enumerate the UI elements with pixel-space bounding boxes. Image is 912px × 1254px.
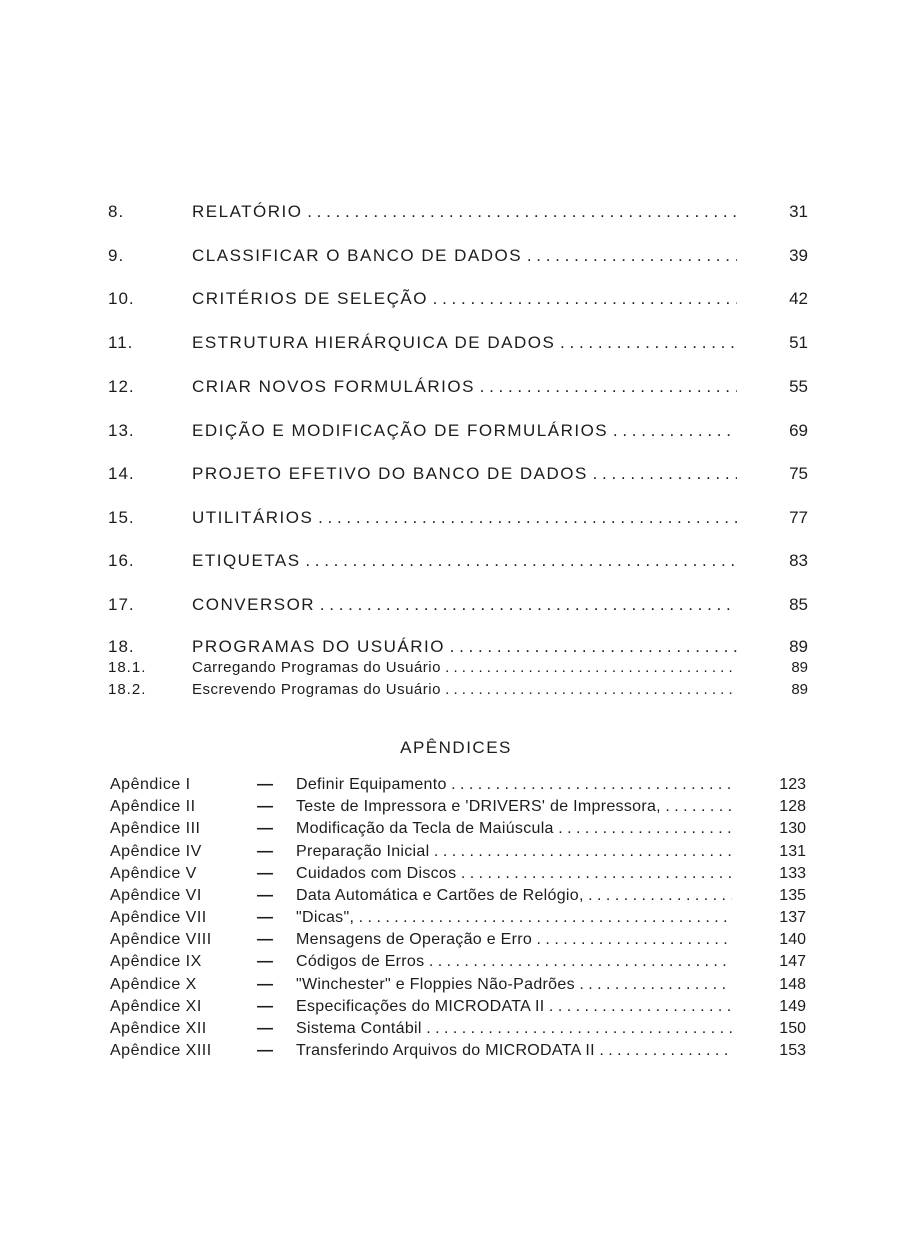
appendix-page: 130 xyxy=(779,820,806,837)
appendix-row xyxy=(0,887,912,909)
appendix-dash: — xyxy=(257,1020,273,1037)
appendix-page: 147 xyxy=(779,953,806,970)
appendix-page: 137 xyxy=(779,909,806,926)
chapter-page: 51 xyxy=(789,333,808,352)
chapter-title: CONVERSOR . . . xyxy=(192,595,737,615)
chapter-number: 13. xyxy=(108,421,135,440)
appendix-label: Apêndice VI xyxy=(110,887,202,904)
appendix-label: Apêndice IX xyxy=(110,953,202,970)
appendix-page: 150 xyxy=(779,1020,806,1037)
chapter-title: PROJETO EFETIVO DO BANCO DE DADOS . . . xyxy=(192,464,737,484)
chapter-title: RELATÓRIO . . . xyxy=(192,202,737,222)
appendix-label: Apêndice VII xyxy=(110,909,207,926)
appendix-dash: — xyxy=(257,909,273,926)
appendix-dash: — xyxy=(257,865,273,882)
appendix-page: 128 xyxy=(779,798,806,815)
appendix-label: Apêndice V xyxy=(110,865,197,882)
appendix-dash: — xyxy=(257,976,273,993)
chapter-page: 89 xyxy=(789,637,808,656)
appendix-title: "Winchester" e Floppies Não-Padrões . . . xyxy=(296,976,732,994)
chapter-page: 75 xyxy=(789,464,808,483)
toc-row xyxy=(0,289,912,319)
appendix-page: 153 xyxy=(779,1042,806,1059)
toc-row xyxy=(0,681,912,711)
chapter-title: Carregando Programas do Usuário . . . xyxy=(192,659,737,676)
chapter-title: Escrevendo Programas do Usuário . . . xyxy=(192,681,737,698)
appendix-row xyxy=(0,776,912,798)
appendix-title: Definir Equipamento . . . xyxy=(296,776,732,794)
appendix-row xyxy=(0,909,912,931)
appendix-label: Apêndice XI xyxy=(110,998,202,1015)
chapter-page: 39 xyxy=(789,246,808,265)
chapter-page: 69 xyxy=(789,421,808,440)
appendix-row xyxy=(0,976,912,998)
toc-row xyxy=(0,551,912,581)
appendix-title: Teste de Impressora e 'DRIVERS' de Impressora, . . . xyxy=(296,798,732,816)
appendix-title: Preparação Inicial . . . xyxy=(296,843,732,861)
toc-row xyxy=(0,246,912,276)
chapter-number: 18.2. xyxy=(108,681,147,698)
appendix-title: Mensagens de Operação e Erro . . . xyxy=(296,931,732,949)
appendix-title: Transferindo Arquivos do MICRODATA II . . . xyxy=(296,1042,732,1060)
chapter-page: 31 xyxy=(789,202,808,221)
appendix-title: Data Automática e Cartões de Relógio, . . . xyxy=(296,887,732,905)
chapter-number: 10. xyxy=(108,289,135,308)
chapter-title: EDIÇÃO E MODIFICAÇÃO DE FORMULÁRIOS . . . xyxy=(192,421,737,441)
appendix-title: Códigos de Erros . . . xyxy=(296,953,732,971)
appendix-row xyxy=(0,843,912,865)
appendix-label: Apêndice III xyxy=(110,820,201,837)
appendix-page: 135 xyxy=(779,887,806,904)
appendix-row xyxy=(0,820,912,842)
toc-row xyxy=(0,202,912,232)
appendix-label: Apêndice IV xyxy=(110,843,202,860)
toc-row xyxy=(0,508,912,538)
appendix-row xyxy=(0,865,912,887)
appendix-title: Sistema Contábil . . . xyxy=(296,1020,732,1038)
appendix-title: "Dicas", . . . xyxy=(296,909,732,927)
chapter-page: 77 xyxy=(789,508,808,527)
appendix-row xyxy=(0,1020,912,1042)
appendix-title: Modificação da Tecla de Maiúscula . . . xyxy=(296,820,732,838)
appendix-dash: — xyxy=(257,843,273,860)
chapter-number: 18. xyxy=(108,637,135,656)
appendix-dash: — xyxy=(257,931,273,948)
appendix-dash: — xyxy=(257,998,273,1015)
appendix-page: 149 xyxy=(779,998,806,1015)
toc-row xyxy=(0,595,912,625)
chapter-page: 55 xyxy=(789,377,808,396)
chapter-page: 89 xyxy=(791,659,808,676)
appendix-dash: — xyxy=(257,798,273,815)
appendix-row xyxy=(0,931,912,953)
appendix-page: 123 xyxy=(779,776,806,793)
toc-row xyxy=(0,333,912,363)
chapter-number: 12. xyxy=(108,377,135,396)
chapter-title: PROGRAMAS DO USUÁRIO . . . xyxy=(192,637,737,657)
appendix-dash: — xyxy=(257,953,273,970)
chapter-number: 9. xyxy=(108,246,125,265)
appendix-dash: — xyxy=(257,776,273,793)
chapter-number: 16. xyxy=(108,551,135,570)
chapter-page: 89 xyxy=(791,681,808,698)
appendix-row xyxy=(0,953,912,975)
chapter-page: 83 xyxy=(789,551,808,570)
appendix-label: Apêndice II xyxy=(110,798,196,815)
appendix-row xyxy=(0,1042,912,1064)
appendix-dash: — xyxy=(257,887,273,904)
chapter-title: CLASSIFICAR O BANCO DE DADOS . . . xyxy=(192,246,737,266)
chapter-number: 11. xyxy=(108,333,134,352)
chapter-number: 15. xyxy=(108,508,135,527)
appendix-page: 140 xyxy=(779,931,806,948)
appendix-page: 133 xyxy=(779,865,806,882)
chapter-title: CRIAR NOVOS FORMULÁRIOS . . . xyxy=(192,377,737,397)
chapter-number: 17. xyxy=(108,595,135,614)
appendix-label: Apêndice X xyxy=(110,976,197,993)
appendix-row xyxy=(0,998,912,1020)
toc-row xyxy=(0,421,912,451)
toc-row xyxy=(0,377,912,407)
chapter-number: 8. xyxy=(108,202,125,221)
chapter-title: ESTRUTURA HIERÁRQUICA DE DADOS . . . xyxy=(192,333,737,353)
appendix-page: 148 xyxy=(779,976,806,993)
appendix-dash: — xyxy=(257,1042,273,1059)
appendix-title: Cuidados com Discos . . . xyxy=(296,865,732,883)
chapter-page: 85 xyxy=(789,595,808,614)
chapter-title: ETIQUETAS . . . xyxy=(192,551,737,571)
chapter-number: 14. xyxy=(108,464,135,483)
appendix-dash: — xyxy=(257,820,273,837)
chapter-title: UTILITÁRIOS . . . xyxy=(192,508,737,528)
appendix-label: Apêndice XIII xyxy=(110,1042,212,1059)
appendix-page: 131 xyxy=(779,843,806,860)
chapter-number: 18.1. xyxy=(108,659,147,676)
appendix-row xyxy=(0,798,912,820)
appendix-label: Apêndice I xyxy=(110,776,191,793)
appendices-heading: APÊNDICES xyxy=(400,738,512,757)
toc-row xyxy=(0,464,912,494)
chapter-page: 42 xyxy=(789,289,808,308)
appendix-label: Apêndice VIII xyxy=(110,931,212,948)
appendix-label: Apêndice XII xyxy=(110,1020,207,1037)
chapter-title: CRITÉRIOS DE SELEÇÃO . . . xyxy=(192,289,737,309)
appendix-title: Especificações do MICRODATA II . . . xyxy=(296,998,732,1016)
